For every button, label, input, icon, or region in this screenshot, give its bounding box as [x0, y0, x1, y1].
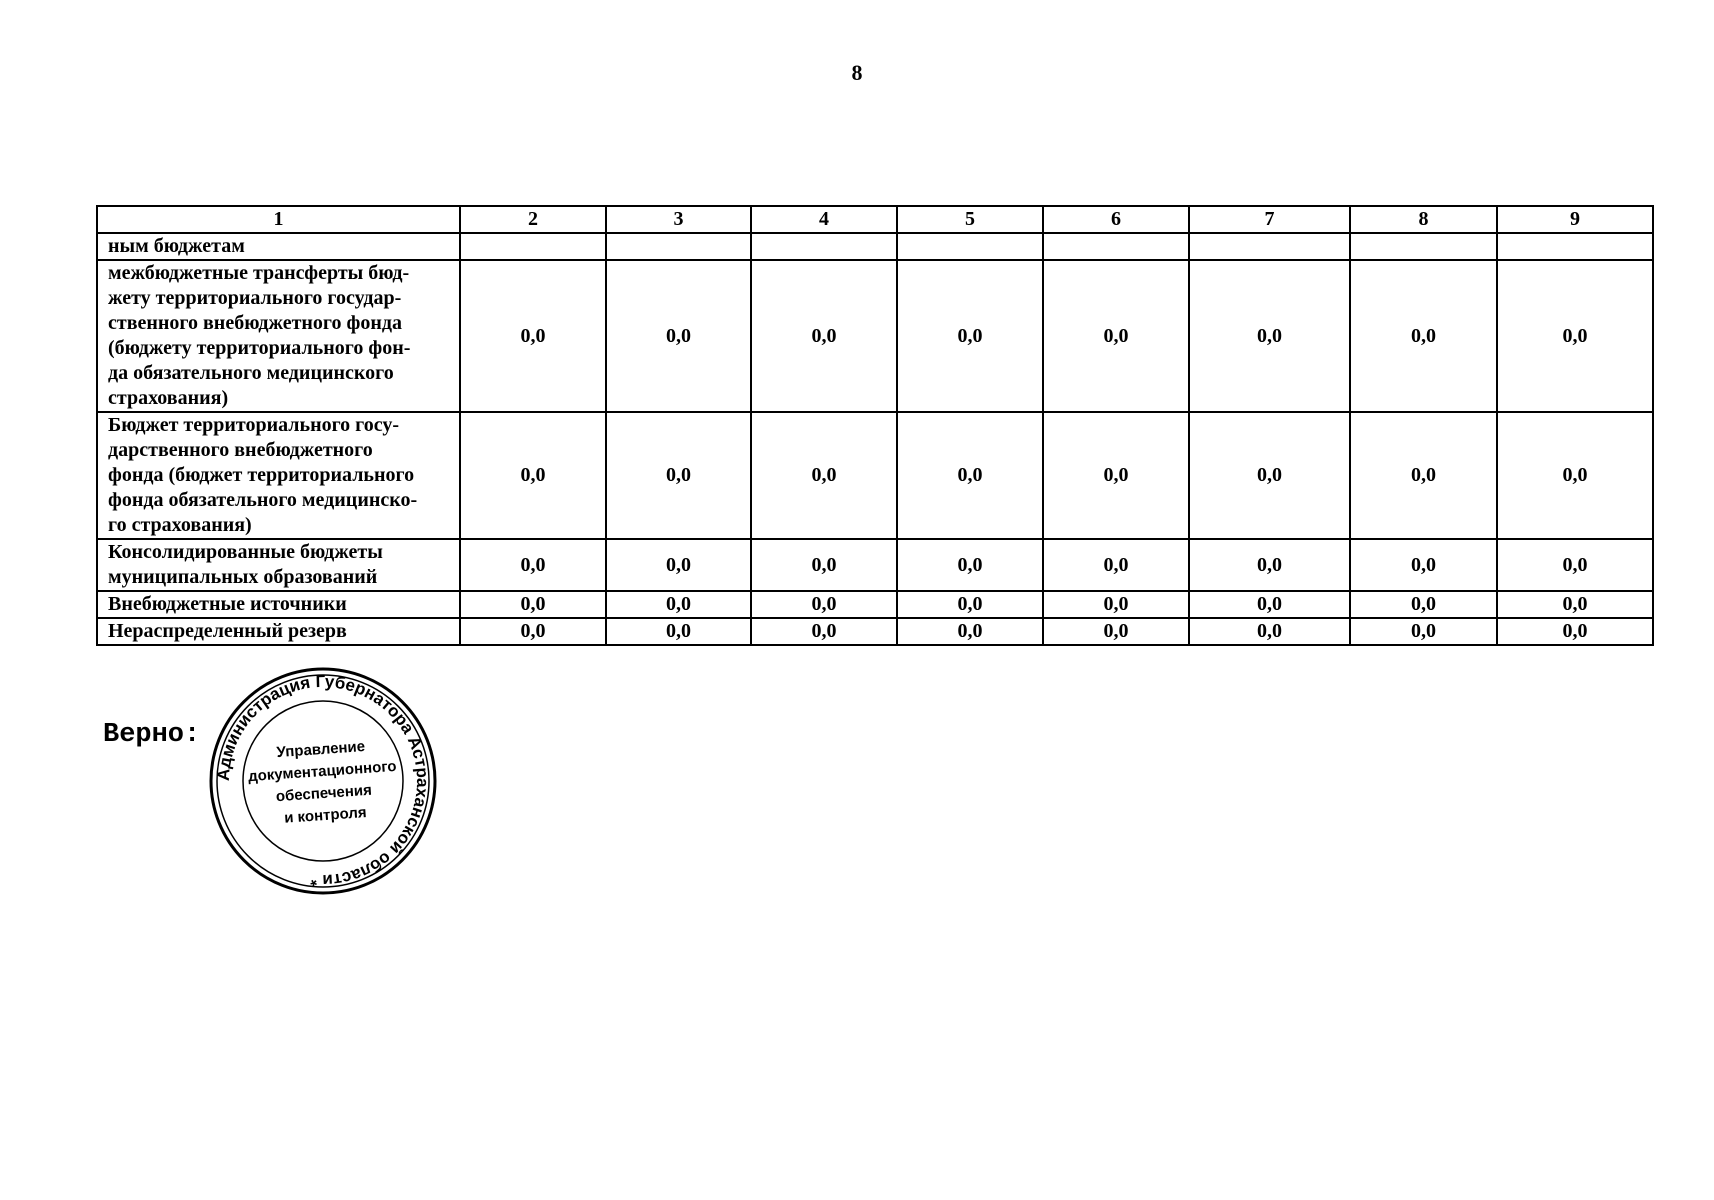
- table-cell: 0,0: [1189, 591, 1350, 618]
- table-cell: [606, 233, 751, 260]
- row-label-line: фонда (бюджет территориального: [108, 464, 415, 486]
- row-label-line: страхования): [108, 387, 229, 409]
- table-cell: [1350, 233, 1497, 260]
- table-cell: 0,0: [460, 591, 606, 618]
- row-label: [97, 618, 460, 645]
- table-cell: 0,0: [1350, 591, 1497, 618]
- row-label-line: дарственного внебюджетного: [108, 439, 373, 461]
- table-cell: 0,0: [1497, 618, 1653, 645]
- row-label: [97, 260, 460, 412]
- table-cell: 0,0: [1497, 539, 1653, 591]
- column-header: 8: [1350, 206, 1497, 233]
- row-label-line: Бюджет территориального госу-: [108, 414, 400, 436]
- row-label-line: фонда обязательного медицинско-: [108, 489, 418, 511]
- table-cell: 0,0: [751, 539, 897, 591]
- table-cell: 0,0: [1189, 412, 1350, 539]
- table-cell: [460, 233, 606, 260]
- row-label-line: Внебюджетные источники: [108, 593, 347, 615]
- table-cell: [1189, 233, 1350, 260]
- table-cell: 0,0: [606, 260, 751, 412]
- table-cell: 0,0: [1043, 412, 1189, 539]
- table-cell: 0,0: [460, 260, 606, 412]
- table-cell: 0,0: [897, 260, 1043, 412]
- column-header: 3: [606, 206, 751, 233]
- table-cell: [1043, 233, 1189, 260]
- table-header-row: [97, 206, 1653, 233]
- table-cell: 0,0: [460, 539, 606, 591]
- table-cell: 0,0: [606, 412, 751, 539]
- column-header: 5: [897, 206, 1043, 233]
- seal-inner-line: Управление: [275, 738, 366, 762]
- table-cell: 0,0: [1043, 591, 1189, 618]
- table-row: [97, 539, 1653, 591]
- row-label: [97, 591, 460, 618]
- seal-inner-line: и контроля: [283, 804, 368, 827]
- table-cell: 0,0: [751, 618, 897, 645]
- certification-label: Верно:: [103, 720, 201, 750]
- table-body: [97, 233, 1653, 645]
- table-cell: 0,0: [897, 618, 1043, 645]
- seal-outer-text: Администрация Губернатора Астраханской области *: [213, 671, 433, 891]
- row-label-line: (бюджету территориального фон-: [108, 337, 411, 359]
- table-row: [97, 412, 1653, 539]
- table-cell: 0,0: [897, 412, 1043, 539]
- table-row: [97, 618, 1653, 645]
- row-label-line: Нераспределенный резерв: [108, 620, 347, 642]
- table-cell: 0,0: [751, 260, 897, 412]
- row-label-line: ственного внебюджетного фонда: [108, 312, 402, 334]
- official-seal: [208, 666, 438, 896]
- table-cell: 0,0: [1189, 618, 1350, 645]
- row-label: [97, 539, 460, 591]
- table-row: [97, 233, 1653, 260]
- table-cell: 0,0: [606, 591, 751, 618]
- table-cell: 0,0: [1497, 591, 1653, 618]
- table-cell: 0,0: [1350, 539, 1497, 591]
- row-label-line: межбюджетные трансферты бюд-: [108, 262, 410, 284]
- table-cell: 0,0: [1189, 539, 1350, 591]
- table-cell: 0,0: [751, 591, 897, 618]
- column-header: 7: [1189, 206, 1350, 233]
- budget-table: [96, 205, 1654, 646]
- column-header: 9: [1497, 206, 1653, 233]
- table-cell: 0,0: [751, 412, 897, 539]
- row-label-line: го страхования): [108, 514, 252, 536]
- row-label-line: да обязательного медицинского: [108, 362, 394, 384]
- table-cell: 0,0: [1189, 260, 1350, 412]
- column-header: 6: [1043, 206, 1189, 233]
- row-label: [97, 233, 460, 260]
- table-cell: 0,0: [460, 618, 606, 645]
- table-cell: 0,0: [1350, 260, 1497, 412]
- table-row: [97, 591, 1653, 618]
- row-label-line: Консолидированные бюджеты: [108, 541, 383, 563]
- table-cell: 0,0: [1043, 260, 1189, 412]
- table-cell: 0,0: [897, 591, 1043, 618]
- row-label-line: жету территориального государ-: [108, 287, 402, 309]
- table-cell: [897, 233, 1043, 260]
- table-cell: 0,0: [460, 412, 606, 539]
- table-cell: 0,0: [606, 539, 751, 591]
- table-cell: 0,0: [1350, 412, 1497, 539]
- row-label-line: ным бюджетам: [108, 235, 245, 257]
- seal-rings: [211, 669, 435, 893]
- page-number: 8: [851, 60, 863, 85]
- table-cell: 0,0: [1043, 539, 1189, 591]
- seal-inner-line: обеспечения: [275, 781, 373, 806]
- row-label-line: муниципальных образований: [108, 566, 378, 588]
- svg-text:Администрация Губернатора Астр: [214, 672, 432, 890]
- column-header: 1: [97, 206, 460, 233]
- row-label: [97, 412, 460, 539]
- table-cell: 0,0: [1043, 618, 1189, 645]
- table-cell: 0,0: [897, 539, 1043, 591]
- table-cell: [1497, 233, 1653, 260]
- table-row: [97, 260, 1653, 412]
- table-cell: [751, 233, 897, 260]
- column-header: 2: [460, 206, 606, 233]
- table-cell: 0,0: [1497, 412, 1653, 539]
- table-cell: 0,0: [1497, 260, 1653, 412]
- column-header: 4: [751, 206, 897, 233]
- table-cell: 0,0: [606, 618, 751, 645]
- table-cell: 0,0: [1350, 618, 1497, 645]
- seal-inner-line: документационного: [247, 757, 398, 786]
